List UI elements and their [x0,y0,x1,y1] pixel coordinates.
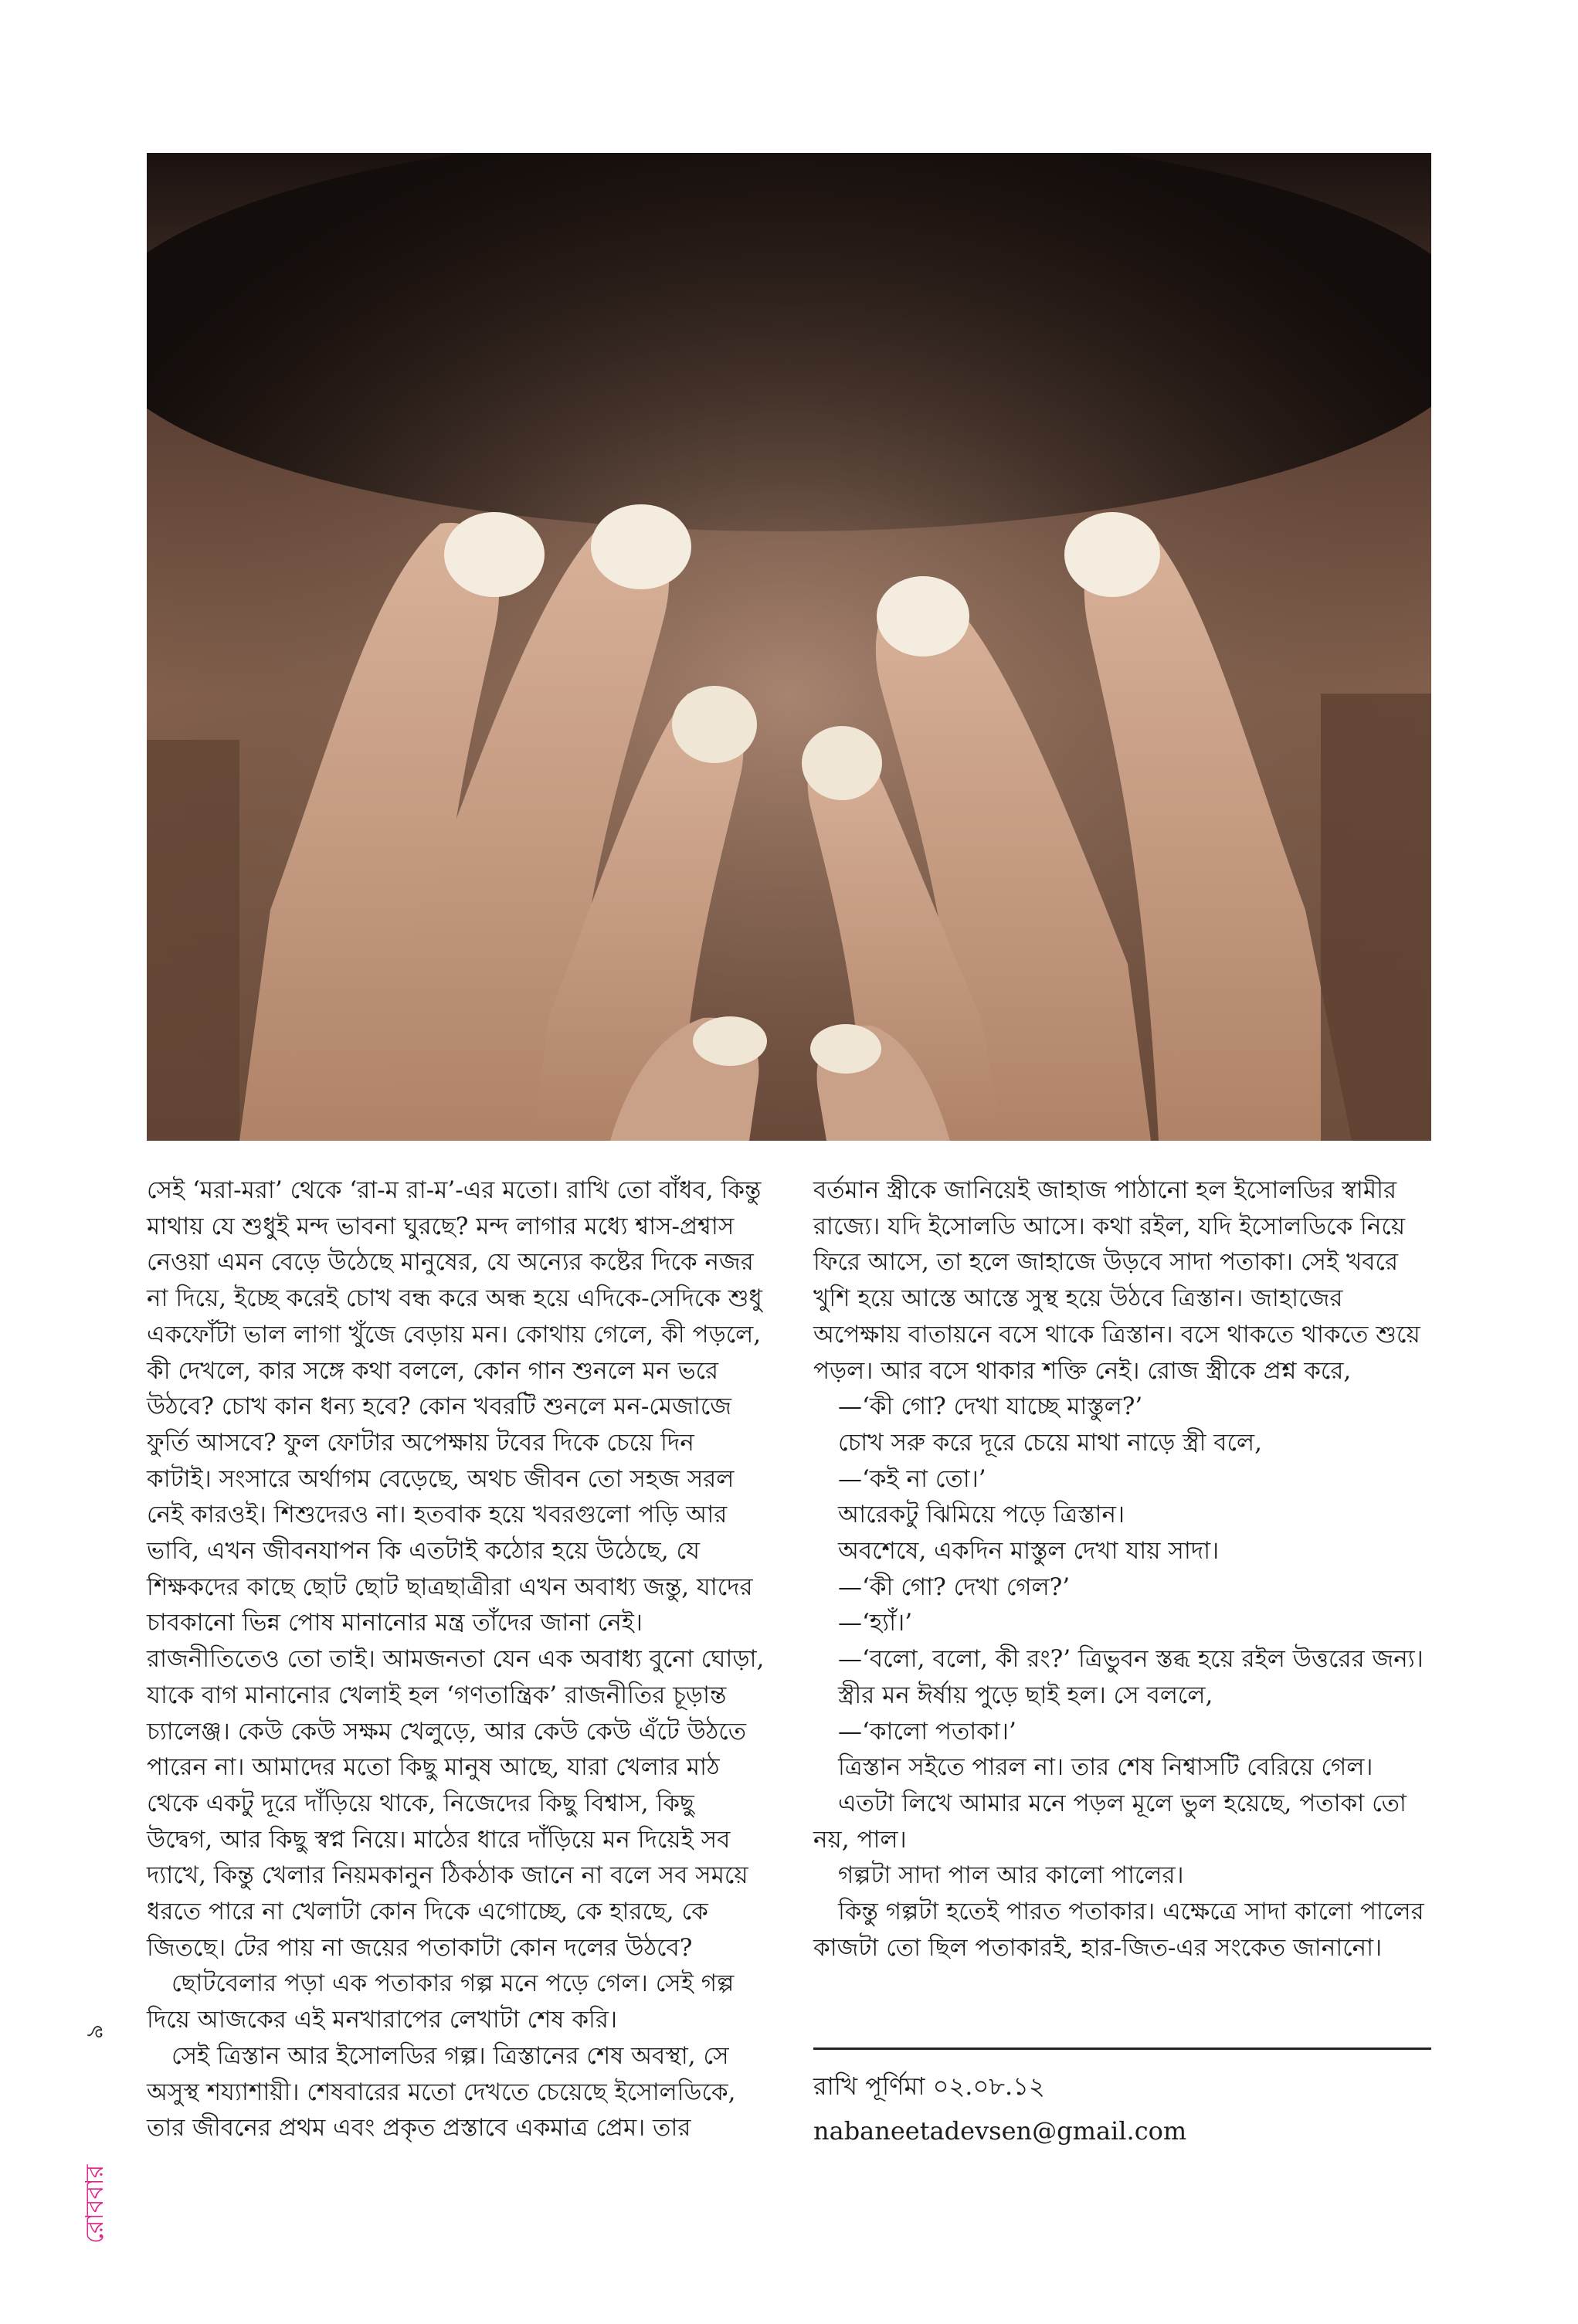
paragraph: আরেকটু ঝিমিয়ে পড়ে ত্রিস্তান। [838,1501,1125,1529]
paragraph: ছোটবেলার পড়া এক পতাকার গল্প মনে পড়ে গেল। সেই গল্প দিয়ে আজকের এই মনখারাপের লেখাটা শেষ করি। [147,1969,735,2034]
paragraph: স্ত্রীর মন ঈর্ষায় পুড়ে ছাই হল। সে বললে, [838,1681,1213,1709]
signature-block [813,2064,1431,2153]
date-line: রাখি পূর্ণিমা ০২.০৮.১২ [813,2071,1045,2101]
paragraph: কিন্তু গল্পটা হতেই পারত পতাকার। এক্ষেত্রে সাদা কালো পালের কাজটা তো ছিল পতাকারই, হার-জিত-এর সংকেত জানানো। [813,1898,1424,1962]
paragraph: বর্তমান স্ত্রীকে জানিয়েই জাহাজ পাঠানো হল ইসোলডির স্বামীর রাজ্যে। যদি ইসোলডি আসে। কথা রইল, যদি ইসোলডিকে নিয়ে ফিরে আসে, তা হলে জাহাজে উড়বে সাদা পতাকা। সেই খবরে খুশি হয়ে আস্তে আস্তে সুস্থ হয়ে উঠবে ত্রিস্তান। জাহাজের অপেক্ষায় বাতায়নে বসে থাকে ত্রিস্তান। বসে থাকতে থাকতে শুয়ে পড়ল। আর বসে থাকার শক্তি নেই। রোজ স্ত্রীকে প্রশ্ন করে, [813,1176,1420,1385]
photo-illustration [147,153,1431,1141]
article-column-left [147,1172,765,2146]
author-email: nabaneetadevsen@gmail.com [813,2116,1187,2146]
paragraph: সেই ত্রিস্তান আর ইসোলডির গল্প। ত্রিস্তানের শেষ অবস্থা, সে অসুস্থ শয্যাশায়ী। শেষবারের মতো দেখতে চেয়েছে ইসোলডিকে, তার জীবনের প্রথম এবং প্রকৃত প্রস্তাবে একমাত্র প্রেম। তার [147,2041,736,2142]
paragraph: চোখ সরু করে দূরে চেয়ে মাথা নাড়ে স্ত্রী বলে, [838,1428,1262,1457]
magazine-name: রোববার [80,2164,109,2244]
dialogue-line: —‘বলো, বলো, কী রং?’ ত্রিভুবন স্তব্ধ হয়ে রইল উত্তরের জন্য। [838,1645,1424,1674]
paragraph: সেই ‘মরা-মরা’ থেকে ‘রা-ম রা-ম’-এর মতো। রাখি তো বাঁধব, কিন্তু মাথায় যে শুধুই মন্দ ভাবনা ঘুরছে? মন্দ লাগার মধ্যে শ্বাস-প্রশ্বাস নেওয়া এমন বেড়ে উঠেছে মানুষের, যে অন্যের কষ্টের দিকে নজর না দিয়ে, ইচ্ছে করেই চোখ বন্ধ করে অন্ধ হয়ে এদিকে-সেদিকে শুধু একফোঁটা ভাল লাগা খুঁজে বেড়ায় মন। কোথায় গেলে, কী পড়লে, কী দেখলে, কার সঙ্গে কথা বললে, কোন গান শুনলে মন ভরে উঠবে? চোখ কান ধন্য হবে? কোন খবরটি শুনলে মন-মেজাজে ফুর্তি আসবে? ফুল ফোটার অপেক্ষায় টবের দিকে চেয়ে দিন কাটাই। সংসারে অর্থাগম বেড়েছে, অথচ জীবন তো সহজ সরল নেই কারওই। শিশুদেরও না। হতবাক হয়ে খবরগুলো পড়ি আর ভাবি, এখন জীবনযাপন কি এতটাই কঠোর হয়ে উঠেছে, যে শিক্ষকদের কাছে ছোট ছোট ছাত্রছাত্রীরা এখন অবাধ্য জন্তু, যাদের চাবকানো ভিন্ন পোষ মানানোর মন্ত্র তাঁদের জানা নেই। রাজনীতিতেও তো তাই। আমজনতা যেন এক অবাধ্য বুনো ঘোড়া, যাকে বাগ মানানোর খেলাই হল ‘গণতান্ত্রিক’ রাজনীতির চূড়ান্ত চ্যালেঞ্জ। কেউ কেউ সক্ষম খেলুড়ে, আর কেউ কেউ এঁটে উঠতে পারেন না। আমাদের মতো কিছু মানুষ আছে, যারা খেলার মাঠ থেকে একটু দূরে দাঁড়িয়ে থাকে, নিজেদের কিছু বিশ্বাস, কিছু উদ্বেগ, আর কিছু স্বপ্ন নিয়ে। মাঠের ধারে দাঁড়িয়ে মন দিয়েই সব দ্যাখে, কিন্তু খেলার নিয়মকানুন ঠিকঠাক জানে না বলে সব সময়ে ধরতে পারে না খেলাটা কোন দিকে এগোচ্ছে, কে হারছে, কে জিতছে। টের পায় না জয়ের পতাকাটা কোন দলের উঠবে? [147,1176,765,1962]
paragraph: এতটা লিখে আমার মনে পড়ল মূলে ভুল হয়েছে, পতাকা তো নয়, পাল। [813,1789,1407,1854]
signature-divider [813,2047,1431,2050]
page-number: ৯ [81,2024,109,2040]
article-column-right [813,1172,1431,1966]
dialogue-line: —‘কালো পতাকা।’ [838,1717,1016,1746]
paragraph: ত্রিস্তান সইতে পারল না। তার শেষ নিশ্বাসটি বেরিয়ে গেল। [838,1753,1373,1782]
hero-photo-hands-covering-face [147,153,1431,1141]
paragraph: অবশেষে, একদিন মাস্তুল দেখা যায় সাদা। [838,1537,1220,1566]
page-sidebar [80,2012,111,2244]
dialogue-line: —‘কী গো? দেখা গেল?’ [838,1573,1071,1601]
dialogue-line: —‘হ্যাঁ।’ [838,1609,913,1637]
dialogue-line: —‘কী গো? দেখা যাচ্ছে মাস্তুল?’ [838,1393,1143,1421]
dialogue-line: —‘কই না তো।’ [838,1464,986,1493]
paragraph: গল্পটা সাদা পাল আর কালো পালের। [838,1861,1184,1890]
